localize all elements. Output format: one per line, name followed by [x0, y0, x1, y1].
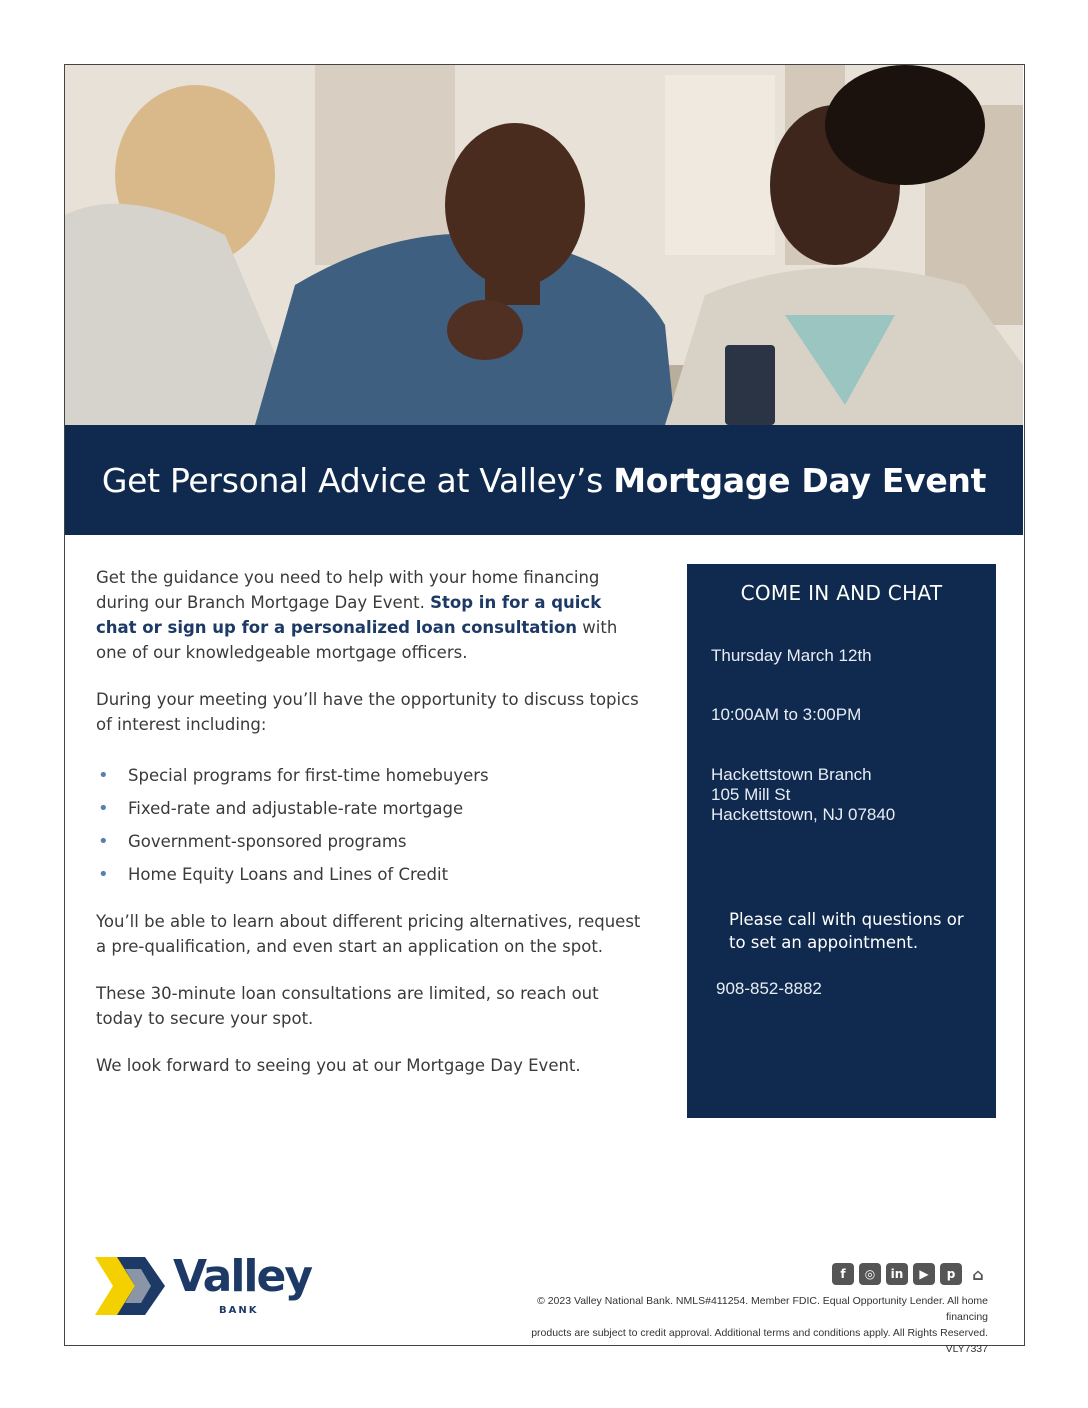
page-title	[102, 461, 986, 500]
list-item-text: Fixed-rate and adjustable-rate mortgage	[128, 799, 464, 818]
equal-housing-icon: ⌂	[972, 1264, 984, 1284]
body-copy	[96, 565, 646, 1100]
facebook-icon[interactable]: f	[832, 1263, 854, 1285]
intro-text-end: with one of our knowledgeable mortgage officers.	[96, 618, 618, 662]
list-item	[96, 796, 646, 821]
legal-line-2: products are subject to credit approval. Additional terms and conditions apply. All Rights Reserved. VLY7337	[531, 1327, 988, 1355]
event-address	[711, 765, 895, 825]
intro-text-bold: Stop in for a quick chat or sign up for a personalized loan consultation	[96, 593, 602, 637]
event-date: Thursday March 12th	[711, 646, 872, 665]
bullet-icon: •	[98, 831, 109, 852]
valley-bank-logo	[95, 1251, 315, 1325]
event-info-panel	[687, 564, 996, 1118]
bullet-icon: •	[98, 798, 109, 819]
branch-city: Hackettstown, NJ 07840	[711, 805, 896, 824]
title-banner	[65, 425, 1023, 535]
panel-heading: COME IN AND CHAT	[740, 581, 943, 605]
youtube-icon[interactable]: ▶	[913, 1263, 935, 1285]
bullet-icon: •	[98, 864, 109, 885]
branch-street: 105 Mill St	[711, 785, 791, 804]
valley-logo-mark-icon	[95, 1255, 170, 1317]
branch-name: Hackettstown Branch	[711, 765, 872, 784]
topics-paragraph: During your meeting you’ll have the opportunity to discuss topics of interest including:	[96, 690, 639, 734]
intro-text-start: Get the guidance you need to help with your home financing during our Branch Mortgage Day Event.	[96, 568, 600, 612]
event-time: 10:00AM to 3:00PM	[711, 705, 862, 724]
list-item	[96, 862, 646, 887]
pinterest-icon[interactable]: p	[940, 1263, 962, 1285]
social-icons	[832, 1263, 989, 1285]
bullet-icon: •	[98, 765, 109, 786]
closing-paragraph: We look forward to seeing you at our Mortgage Day Event.	[96, 1056, 581, 1075]
topics-list	[96, 759, 646, 887]
limited-paragraph: These 30-minute loan consultations are limited, so reach out today to secure your spot.	[96, 984, 599, 1028]
pricing-paragraph: You’ll be able to learn about different pricing alternatives, request a pre-qualification, and even start an application on the spot.	[96, 912, 641, 956]
hero-photo-illustration	[65, 65, 1023, 425]
flyer-frame	[64, 64, 1025, 1355]
list-item	[96, 763, 646, 788]
legal-line-1: © 2023 Valley National Bank. NMLS#411254. Member FDIC. Equal Opportunity Lender. All home financing	[537, 1295, 988, 1323]
list-item-text: Special programs for first-time homebuyers	[128, 766, 489, 785]
logo-wordmark: Valley	[173, 1251, 312, 1302]
linkedin-icon[interactable]: in	[886, 1263, 908, 1285]
legal-disclaimer	[508, 1293, 988, 1357]
instagram-icon[interactable]: ◎	[859, 1263, 881, 1285]
phone-number[interactable]: 908-852-8882	[716, 979, 822, 998]
title-regular: Get Personal Advice at Valley’s	[101, 460, 614, 500]
list-item-text: Home Equity Loans and Lines of Credit	[128, 865, 449, 884]
logo-subtitle: BANK	[219, 1305, 259, 1316]
hero-photo	[65, 65, 1023, 425]
intro-paragraph	[96, 565, 646, 665]
list-item-text: Government-sponsored programs	[128, 832, 407, 851]
list-item	[96, 829, 646, 854]
title-bold: Mortgage Day Event	[613, 460, 987, 500]
call-note: Please call with questions or to set an appointment.	[729, 910, 964, 952]
